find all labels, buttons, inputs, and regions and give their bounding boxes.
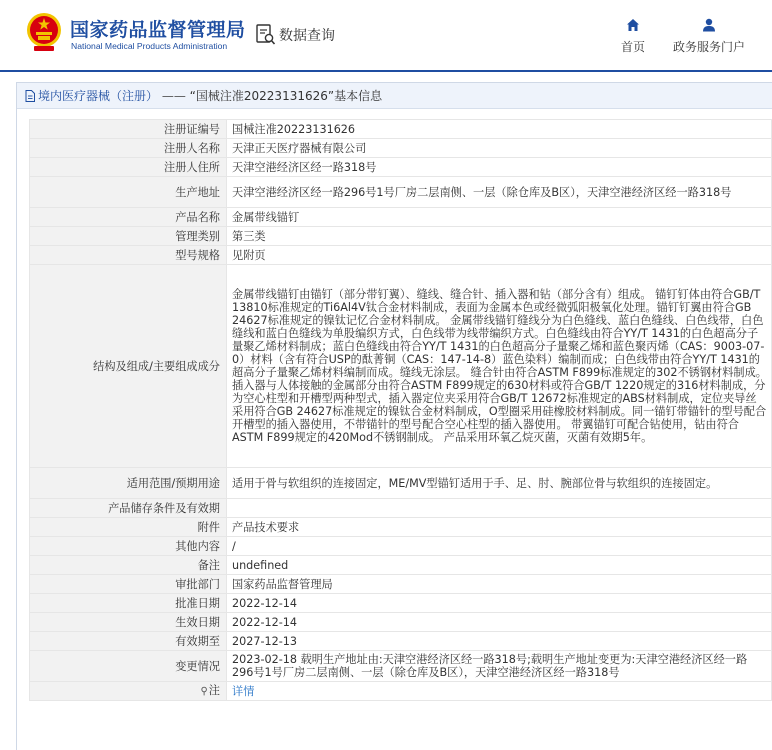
header-divider <box>0 70 772 72</box>
table-row <box>30 177 772 208</box>
table-row <box>30 120 772 139</box>
field-value: 国械注准20223131626 <box>227 120 772 139</box>
field-value: undefined <box>227 556 772 575</box>
table-row-note <box>30 682 772 701</box>
field-value: 2022-12-14 <box>227 594 772 613</box>
table-row <box>30 518 772 537</box>
field-label: 产品名称 <box>30 208 227 227</box>
field-label: 型号规格 <box>30 246 227 265</box>
field-label: 生产地址 <box>30 177 227 208</box>
table-row <box>30 139 772 158</box>
breadcrumb-current-title: “国械注准20223131626”基本信息 <box>189 89 383 103</box>
site-title-en[interactable]: National Medical Products Administration <box>71 41 228 51</box>
pin-icon: ⚲ <box>200 686 208 697</box>
field-label: 注册人住所 <box>30 158 227 177</box>
site-header <box>0 0 772 70</box>
field-value: 金属带线锚钉由锚钉（部分带钉翼）、缝线、缝合针、插入器和钻（部分含有）组成。 锚钉钉体由符合GB/T 13810标准规定的Ti6Al4V钛合金材料制成，表面为金属本色或经微弧阳极氧化处理。锚钉钉翼由符合GB 24627标准规定的镍钛记忆合金材料制成。 金属带线锚钉缝线分为白色缝线、蓝白色缝线、白色线带，白色缝线和蓝白色缝线为单股编织方式，白色线带为线带编织方式。白色缝线由符合YY/T 1431的白色超高分子量聚乙烯材料制成；蓝白色缝线由符合YY/T 1431的白色超高分子量聚乙烯和蓝色聚丙烯（CAS：9003-07-0）材料（含有符合USP的酞菁铜（CAS：147-14-8）蓝色染料）编制而成；白色线带由符合YY/T 1431的超高分子量聚乙烯材料编制而成。缝线无涂层。 缝合针由符合ASTM F899标准规定的302不锈钢材料制成。 插入器与人体接触的金属部分由符合ASTM F899规定的630材料或符合GB/T 1220规定的316材料制成，分为空心柱型和开槽型两种型式，插入器定位夹采用符合GB/T 12672标准规定的ABS材料制成，定位夹导丝采用符合GB 24627标准规定的镍钛合金材料制成，O型圈采用硅橡胶材料制成。同一锚钉带锚针的型号配合开槽型的插入器使用，不带锚针的型号配合空心柱型的插入器使用。 带翼锚钉可配合钻使用，钻由符合ASTM F899规定的420Mod不锈钢制成。 产品采用环氧乙烷灭菌，灭菌有效期5年。 <box>227 265 772 468</box>
document-search-icon <box>256 24 276 46</box>
field-label: 其他内容 <box>30 537 227 556</box>
field-value: 见附页 <box>227 246 772 265</box>
data-query-label: 数据查询 <box>279 28 335 44</box>
field-label: 批准日期 <box>30 594 227 613</box>
table-row <box>30 208 772 227</box>
field-value: 2022-12-14 <box>227 613 772 632</box>
registration-detail-table <box>29 119 772 701</box>
field-value: 产品技术要求 <box>227 518 772 537</box>
table-row <box>30 158 772 177</box>
field-label: 注册证编号 <box>30 120 227 139</box>
nav-home[interactable] <box>616 18 650 55</box>
note-value-cell <box>227 682 772 701</box>
field-value: 天津空港经济区经一路318号 <box>227 158 772 177</box>
table-row <box>30 556 772 575</box>
breadcrumb <box>17 83 772 109</box>
note-label-cell <box>30 682 227 701</box>
field-value: 金属带线锚钉 <box>227 208 772 227</box>
nav-home-label: 首页 <box>620 40 645 54</box>
field-value: 国家药品监督管理局 <box>227 575 772 594</box>
table-row <box>30 537 772 556</box>
field-value <box>227 499 772 518</box>
table-row <box>30 499 772 518</box>
field-label: 附件 <box>30 518 227 537</box>
field-value: / <box>227 537 772 556</box>
table-row <box>30 227 772 246</box>
national-emblem-icon[interactable] <box>26 12 62 52</box>
breadcrumb-separator: —— <box>161 88 186 103</box>
field-label: 变更情况 <box>30 651 227 682</box>
field-label: 审批部门 <box>30 575 227 594</box>
field-label: 适用范围/预期用途 <box>30 468 227 499</box>
nav-gov-services-label: 政务服务门户 <box>672 40 745 54</box>
table-row <box>30 265 772 468</box>
detail-panel <box>16 82 772 750</box>
table-row <box>30 613 772 632</box>
data-query-link[interactable] <box>256 22 335 48</box>
breadcrumb-section-link[interactable]: 境内医疗器械（注册） <box>38 89 159 103</box>
field-label: 有效期至 <box>30 632 227 651</box>
field-value: 2023-02-18 载明生产地址由:天津空港经济区经一路318号;载明生产地址变更为:天津空港经济区经一路296号1号厂房二层南侧、一层（除仓库及B区），天津空港经济区经一路318号 <box>227 651 772 682</box>
field-value: 第三类 <box>227 227 772 246</box>
field-value: 2027-12-13 <box>227 632 772 651</box>
field-label: 生效日期 <box>30 613 227 632</box>
table-row <box>30 575 772 594</box>
table-row <box>30 468 772 499</box>
home-icon <box>626 18 640 32</box>
details-link[interactable]: 详情 <box>232 684 255 698</box>
table-row <box>30 246 772 265</box>
field-value: 天津空港经济区经一路296号1号厂房二层南侧、一层（除仓库及B区），天津空港经济区经一路318号 <box>227 177 772 208</box>
table-row <box>30 651 772 682</box>
note-label: 注 <box>208 684 220 697</box>
document-icon <box>25 90 35 102</box>
field-label: 产品储存条件及有效期 <box>30 499 227 518</box>
nav-gov-services[interactable] <box>668 18 750 55</box>
field-label: 结构及组成/主要组成成分 <box>30 265 227 468</box>
table-row <box>30 632 772 651</box>
user-icon <box>702 18 716 32</box>
field-label: 注册人名称 <box>30 139 227 158</box>
field-label: 管理类别 <box>30 227 227 246</box>
field-value: 天津正天医疗器械有限公司 <box>227 139 772 158</box>
field-value: 适用于骨与软组织的连接固定，ME/MV型锚钉适用于手、足、肘、腕部位骨与软组织的连接固定。 <box>227 468 772 499</box>
table-row <box>30 594 772 613</box>
site-title[interactable]: 国家药品监督管理局 <box>70 19 246 41</box>
field-label: 备注 <box>30 556 227 575</box>
